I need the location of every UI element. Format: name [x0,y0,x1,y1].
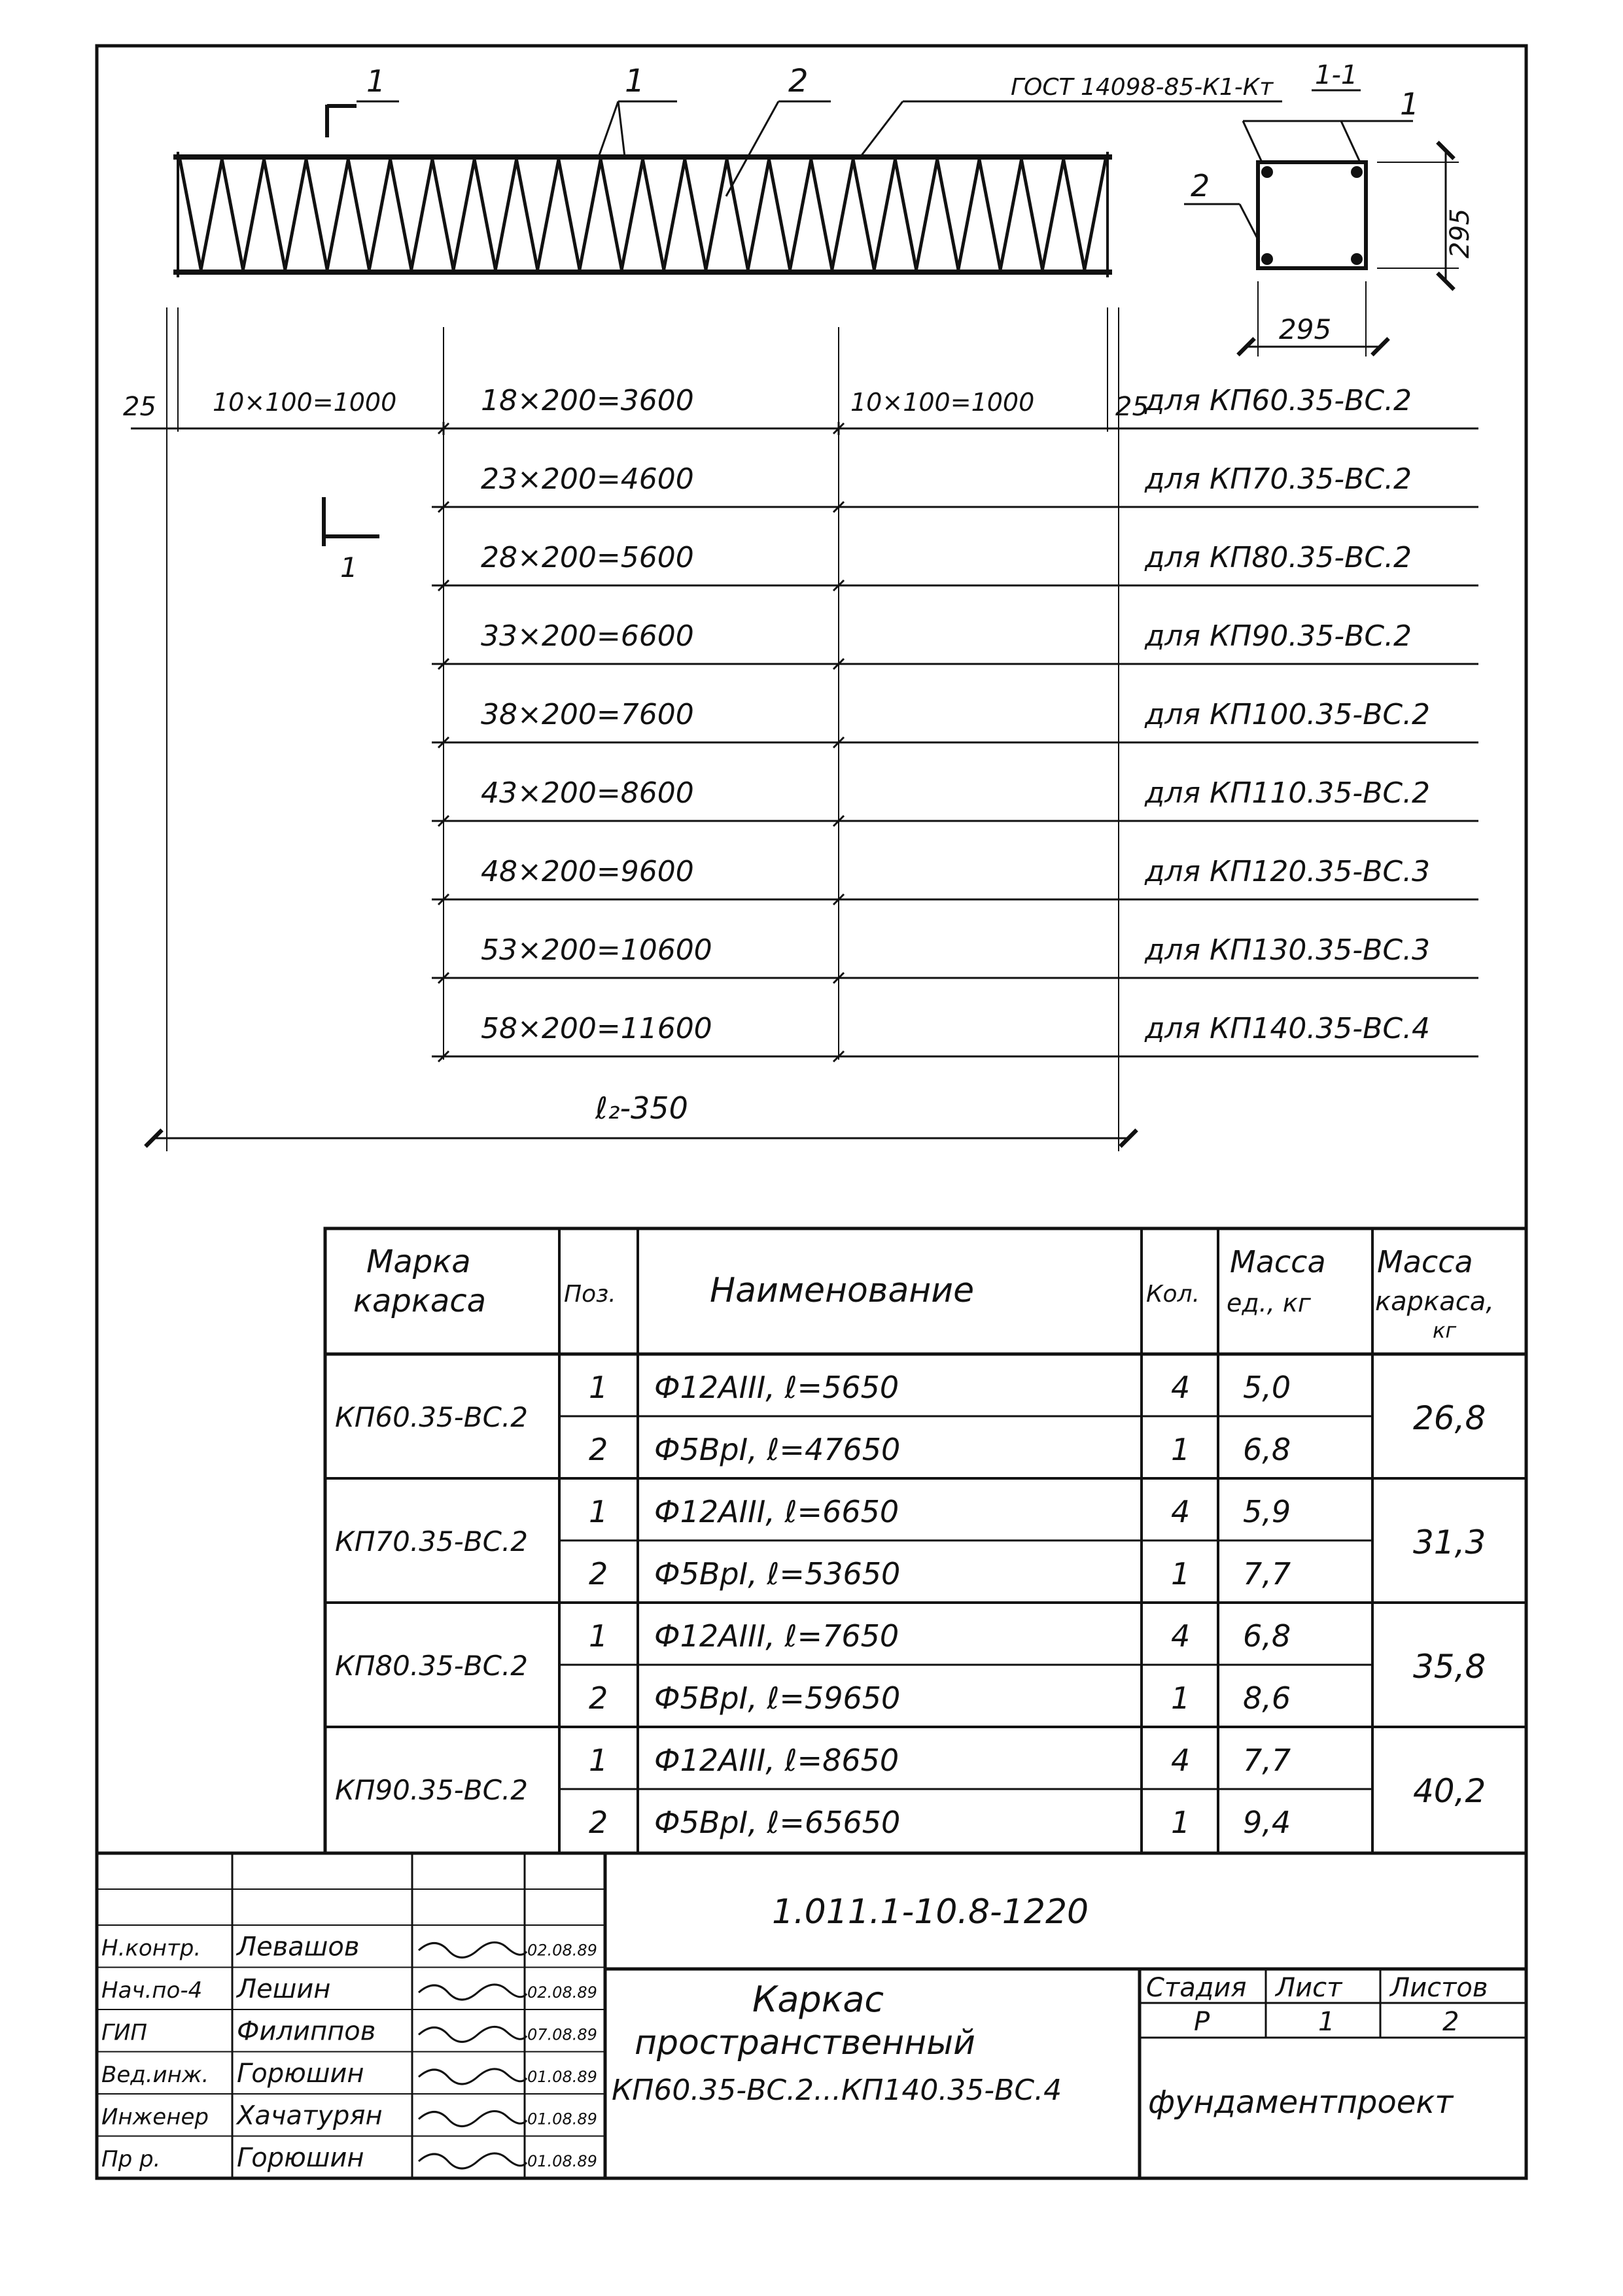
frame-total-mass: 35,8 [1413,1648,1486,1686]
variant-middle-dim: 23×200=4600 [481,462,694,496]
sheets-label: Листов [1390,1973,1488,2003]
row-name: Ф5ВрI, ℓ=47650 [654,1432,901,1467]
section-height-dim: 295 [1445,208,1475,258]
variant-note: для КП110.35-ВС.2 [1145,776,1431,810]
row-name: Ф5ВрI, ℓ=59650 [654,1680,901,1716]
title-block [97,1853,1526,2178]
variant-middle-dim: 48×200=9600 [481,855,694,888]
signer-date: 01.08.89 [527,2068,597,2086]
sheet-value: 1 [1318,2007,1335,2037]
row-name: Ф12АIII, ℓ=5650 [654,1370,899,1405]
row-qty: 1 [1171,1556,1191,1592]
variant-middle-dim: 28×200=5600 [481,541,694,574]
row-qty: 1 [1171,1805,1191,1840]
variant-middle-dim: 53×200=10600 [481,933,712,967]
section-mark-label-bottom: 1 [340,551,358,583]
signer-date: 02.08.89 [527,1941,597,1960]
row-qty: 1 [1171,1432,1191,1467]
title-line1: Каркас [752,1979,884,2020]
row-unit-mass: 6,8 [1243,1618,1291,1654]
variant-note: для КП140.35-ВС.4 [1145,1012,1431,1045]
signer-role: Нач.по-4 [101,1977,203,2004]
section-width-dim: 295 [1279,313,1332,345]
callout-standard [860,74,1282,157]
row-qty: 4 [1171,1743,1191,1778]
section-title: 1-1 [1315,60,1358,90]
signer-date: 01.08.89 [527,2152,597,2170]
row-pos: 1 [589,1370,608,1405]
row-name: Ф12АIII, ℓ=7650 [654,1618,899,1654]
frame-mark: КП70.35-ВС.2 [335,1525,529,1557]
section-cut-marker-bottom [324,497,379,583]
frame-mark: КП90.35-ВС.2 [335,1774,529,1806]
row-name: Ф5ВрI, ℓ=53650 [654,1556,901,1592]
signer-role: Н.контр. [101,1935,201,1962]
row-pos: 1 [589,1618,608,1654]
signer-name: Лешин [237,1974,331,2004]
row-pos: 1 [589,1494,608,1529]
signer-role: Вед.инж. [101,2062,209,2088]
signature-mark [419,2026,527,2042]
header-unit-mass-line1: Масса [1230,1244,1326,1279]
section-pos2-label: 2 [1191,168,1210,203]
variant-middle-dim: 58×200=11600 [481,1012,712,1045]
length-dimensions [123,307,1478,1151]
signer-name: Левашов [237,1932,360,1962]
right-zone-dim: 10×100=1000 [850,388,1035,417]
callout-pos2-label: 2 [788,63,809,99]
row-unit-mass: 7,7 [1243,1743,1291,1778]
row-unit-mass: 5,9 [1243,1494,1291,1529]
frame-total-mass: 40,2 [1413,1772,1486,1810]
row-pos: 2 [589,1432,608,1467]
variant-middle-dim: 18×200=3600 [481,384,694,417]
stage-label: Стадия [1146,1973,1247,2003]
header-mark-line1: Марка [366,1244,471,1280]
signature-mark [419,1985,527,2000]
frame-total-mass: 31,3 [1413,1523,1486,1561]
header-frame-mass-line1: Масса [1377,1244,1473,1279]
variant-middle-dim: 43×200=8600 [481,776,694,810]
sheets-value: 2 [1442,2007,1459,2037]
standard-note: ГОСТ 14098-85-К1-Кт [1011,74,1274,101]
callout-pos1 [599,63,677,157]
spec-table [325,1228,1526,1853]
section-cut-marker-top [327,63,399,137]
frame-total-mass: 26,8 [1413,1399,1486,1437]
variant-note: для КП120.35-ВС.3 [1145,855,1431,888]
left-zone-dim: 10×100=1000 [213,388,397,417]
row-qty: 4 [1171,1618,1191,1654]
row-unit-mass: 9,4 [1243,1805,1291,1840]
signer-name: Горюшин [237,2143,364,2173]
signature-mark [419,2069,527,2084]
variant-note: для КП100.35-ВС.2 [1145,698,1431,731]
title-line3: КП60.35-ВС.2...КП140.35-ВС.4 [612,2074,1062,2107]
signature-mark [419,2111,527,2126]
header-qty: Кол. [1146,1281,1200,1308]
sheet-label: Лист [1276,1973,1342,2003]
variant-note: для КП80.35-ВС.2 [1145,541,1412,574]
row-qty: 4 [1171,1370,1191,1405]
overall-length-dim: ℓ₂-350 [595,1090,688,1126]
callout-pos1-label: 1 [625,63,645,99]
title-line2: пространственный [635,2023,975,2062]
row-unit-mass: 5,0 [1243,1370,1291,1405]
row-pos: 2 [589,1556,608,1592]
variant-note: для КП60.35-ВС.2 [1145,384,1412,417]
variant-middle-dim: 33×200=6600 [481,619,694,653]
frame-elevation [173,152,1112,277]
header-pos: Поз. [564,1281,616,1308]
signer-role: Пр р. [101,2146,161,2172]
document-code: 1.011.1-10.8-1220 [772,1892,1089,1932]
signer-role: Инженер [101,2104,209,2131]
section-pos1-label: 1 [1400,86,1420,122]
end-offset-left: 25 [123,392,156,422]
spiral-rebar-pos2 [180,160,1106,270]
signer-role: ГИП [101,2019,147,2046]
stage-value: Р [1194,2007,1210,2037]
variant-note: для КП90.35-ВС.2 [1145,619,1412,653]
variant-middle-dim: 38×200=7600 [481,698,694,731]
signer-name: Хачатурян [237,2100,383,2131]
row-qty: 4 [1171,1494,1191,1529]
signature-mark [419,1942,527,1957]
header-name: Наименование [710,1271,975,1310]
signer-date: 01.08.89 [527,2110,597,2129]
row-qty: 1 [1171,1680,1191,1716]
signature-mark [419,2153,527,2168]
signer-name: Филиппов [237,2016,376,2047]
row-unit-mass: 7,7 [1243,1556,1291,1592]
row-pos: 1 [589,1743,608,1778]
section-mark-label: 1 [366,63,386,99]
row-name: Ф12АIII, ℓ=6650 [654,1494,899,1529]
row-unit-mass: 6,8 [1243,1432,1291,1467]
frame-mark: КП60.35-ВС.2 [335,1401,529,1433]
signer-name: Горюшин [237,2059,364,2089]
row-pos: 2 [589,1680,608,1716]
signer-date: 02.08.89 [527,1983,597,2002]
header-unit-mass-line2: ед., кг [1227,1289,1311,1317]
row-unit-mass: 8,6 [1243,1680,1291,1716]
header-frame-mass-line2: каркаса, [1375,1287,1494,1317]
organization-name: фундаментпроект [1148,2084,1454,2121]
end-offset-right: 25 [1115,392,1149,422]
section-1-1 [1184,60,1475,357]
header-frame-mass-line3: кг [1433,1318,1457,1343]
sheet-frame [97,46,1526,2178]
header-mark-line2: каркаса [353,1283,487,1319]
signer-date: 07.08.89 [527,2025,597,2044]
row-name: Ф12АIII, ℓ=8650 [654,1743,899,1778]
variant-note: для КП70.35-ВС.2 [1145,462,1412,496]
row-pos: 2 [589,1805,608,1840]
variant-note: для КП130.35-ВС.3 [1145,933,1431,967]
row-name: Ф5ВрI, ℓ=65650 [654,1805,901,1840]
frame-mark: КП80.35-ВС.2 [335,1650,529,1682]
